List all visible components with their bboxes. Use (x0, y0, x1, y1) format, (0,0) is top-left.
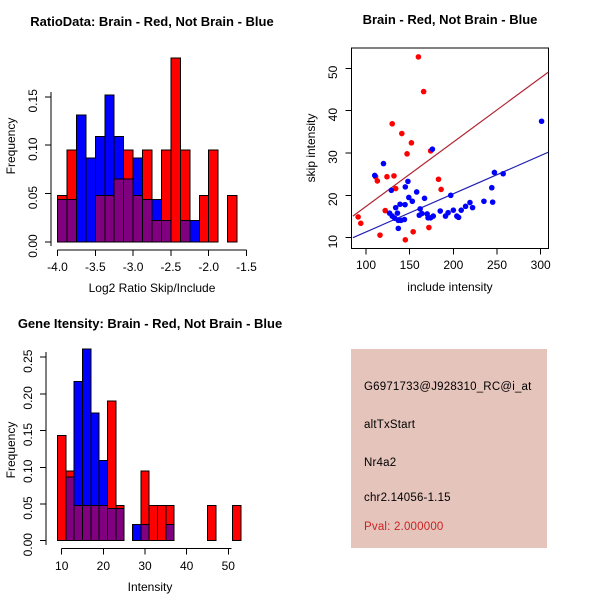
svg-text:0.00: 0.00 (21, 533, 35, 557)
data-point (492, 170, 498, 176)
data-point (422, 196, 428, 202)
data-point (355, 214, 361, 220)
svg-text:-2.5: -2.5 (160, 260, 182, 274)
y-axis-label: Frequency (4, 117, 18, 175)
histogram-bars (58, 349, 241, 541)
svg-text:0.15: 0.15 (21, 422, 35, 447)
histogram-bar (67, 199, 76, 242)
data-point (389, 213, 395, 219)
svg-text:0.25: 0.25 (21, 349, 35, 373)
ratio-histogram-panel (0, 0, 300, 300)
histogram-bar (166, 525, 174, 541)
svg-text:50: 50 (326, 65, 340, 79)
histogram-bar (74, 505, 82, 540)
svg-text:30: 30 (326, 150, 340, 164)
svg-text:0.00: 0.00 (26, 234, 40, 258)
data-point (414, 189, 420, 195)
data-point (384, 174, 390, 180)
svg-text:0.15: 0.15 (26, 89, 40, 113)
svg-text:0.20: 0.20 (21, 386, 35, 410)
histogram-bar (76, 115, 85, 242)
histogram-bar (199, 196, 208, 242)
histogram-bar (143, 199, 152, 242)
svg-text:0.05: 0.05 (21, 496, 35, 520)
histogram-bar (91, 505, 99, 540)
data-point (375, 178, 381, 184)
histogram-bar (86, 158, 95, 242)
data-point (409, 140, 415, 146)
histogram-bar (124, 179, 133, 242)
svg-text:30: 30 (138, 559, 152, 573)
chart-title: Gene Itensity: Brain - Red, Not Brain - Blue (17, 316, 283, 331)
histogram-bar (95, 196, 104, 242)
data-point (436, 176, 442, 182)
svg-text:0.10: 0.10 (21, 459, 35, 483)
svg-text:0.05: 0.05 (26, 185, 40, 210)
plot-box (352, 48, 549, 248)
svg-text:20: 20 (326, 192, 340, 207)
histogram-bar (108, 508, 116, 540)
data-point (458, 207, 464, 213)
svg-text:-3.5: -3.5 (84, 260, 106, 274)
chart-title: RatioData: Brain - Red, Not Brain - Blue (30, 14, 274, 29)
x-axis-label: Log2 Ratio Skip/Include (88, 281, 216, 295)
data-point (391, 173, 397, 179)
svg-text:-3.0: -3.0 (122, 260, 144, 274)
data-point (463, 204, 469, 210)
histogram-bar (207, 505, 215, 540)
histogram-bar (114, 179, 123, 242)
data-point (358, 221, 364, 227)
svg-text:100: 100 (355, 258, 377, 272)
data-point (451, 207, 457, 213)
data-point (404, 151, 410, 157)
svg-text:300: 300 (530, 258, 551, 272)
y-axis-label: skip intensity (304, 113, 318, 183)
event-type-text: altTxStart (364, 419, 416, 431)
histogram-bar (232, 505, 240, 540)
svg-text:-2.0: -2.0 (198, 260, 220, 274)
svg-text:250: 250 (487, 258, 508, 272)
x-axis-label: include intensity (407, 280, 493, 294)
data-point (445, 210, 451, 216)
histogram-bar (105, 196, 114, 242)
data-point (426, 225, 432, 231)
histogram-bar (133, 196, 142, 242)
data-point (403, 184, 409, 190)
histogram-bar (180, 221, 189, 242)
histogram-bar (116, 508, 124, 540)
data-point (403, 237, 409, 243)
svg-text:10: 10 (326, 235, 340, 249)
svg-text:40: 40 (326, 107, 340, 122)
data-point (409, 198, 415, 204)
gene-intensity-histogram-panel (0, 300, 300, 600)
data-point (438, 187, 444, 193)
ratio-histogram-chart (0, 0, 300, 300)
data-point (470, 205, 476, 211)
histogram-bar (141, 525, 149, 541)
histogram-bar (157, 505, 165, 540)
fit-lines (353, 71, 550, 237)
x-axis (366, 248, 541, 254)
svg-text:10: 10 (55, 559, 69, 573)
pval-text: Pval: 2.000000 (364, 521, 444, 533)
histogram-bar (209, 150, 218, 242)
data-point (402, 202, 408, 208)
intensity-scatter-panel (300, 0, 600, 300)
scatter-points (355, 54, 544, 243)
data-point (500, 171, 506, 177)
svg-text:-1.5: -1.5 (236, 260, 257, 274)
data-point (377, 232, 383, 238)
svg-text:150: 150 (399, 258, 420, 272)
histogram-bar (66, 477, 74, 541)
probe-id-text: G6971733@J928310_RC@i_at (364, 381, 532, 393)
gene-intensity-histogram-chart (0, 300, 300, 600)
data-point (416, 54, 422, 60)
data-point (402, 217, 408, 223)
data-point (389, 121, 395, 127)
histogram-bar (99, 505, 107, 540)
locus-text: chr2.14056-1.15 (364, 492, 451, 504)
svg-text:0.10: 0.10 (26, 137, 40, 161)
y-axis (40, 352, 46, 545)
svg-text:200: 200 (443, 258, 464, 272)
series-not-brain-blue (372, 118, 544, 231)
svg-text:40: 40 (179, 559, 194, 573)
data-point (430, 146, 436, 152)
y-axis (346, 68, 352, 237)
histogram-bar (152, 221, 161, 242)
histogram-bar (171, 58, 180, 242)
data-point (393, 205, 399, 211)
svg-text:20: 20 (96, 559, 111, 573)
svg-text:50: 50 (221, 559, 235, 573)
data-point (489, 185, 495, 191)
data-point (490, 199, 496, 205)
gene-symbol-text: Nr4a2 (364, 457, 397, 469)
histogram-bar (58, 199, 67, 242)
histogram-bar (58, 436, 66, 541)
y-axis-label: Frequency (4, 421, 18, 479)
x-axis (62, 548, 232, 554)
data-point (410, 229, 416, 235)
x-axis-label: Intensity (127, 580, 173, 594)
histogram-bar (133, 525, 141, 541)
data-point (539, 118, 545, 124)
histogram-bars (58, 58, 238, 242)
intensity-scatter-chart (300, 0, 600, 300)
histogram-bar (190, 221, 199, 242)
histogram-bar (228, 196, 237, 242)
chart-title: Brain - Red, Not Brain - Blue (362, 12, 538, 27)
histogram-bar (149, 505, 157, 540)
y-axis (45, 92, 51, 246)
data-point (481, 198, 487, 204)
data-point (467, 200, 473, 206)
svg-text:-4.0: -4.0 (47, 260, 68, 274)
gene-info-box (351, 349, 547, 548)
data-point (399, 131, 405, 137)
data-point (405, 179, 411, 185)
data-point (448, 193, 454, 199)
data-point (430, 213, 436, 219)
data-point (437, 208, 443, 214)
gene-info-panel (300, 300, 600, 600)
data-point (456, 215, 462, 221)
x-axis (58, 250, 247, 256)
data-point (395, 210, 401, 216)
data-point (421, 89, 427, 95)
histogram-bar (161, 221, 170, 242)
data-point (419, 211, 425, 217)
data-point (372, 173, 378, 179)
data-point (396, 226, 402, 232)
histogram-bar (83, 505, 91, 540)
data-point (381, 161, 387, 167)
data-point (389, 187, 395, 193)
